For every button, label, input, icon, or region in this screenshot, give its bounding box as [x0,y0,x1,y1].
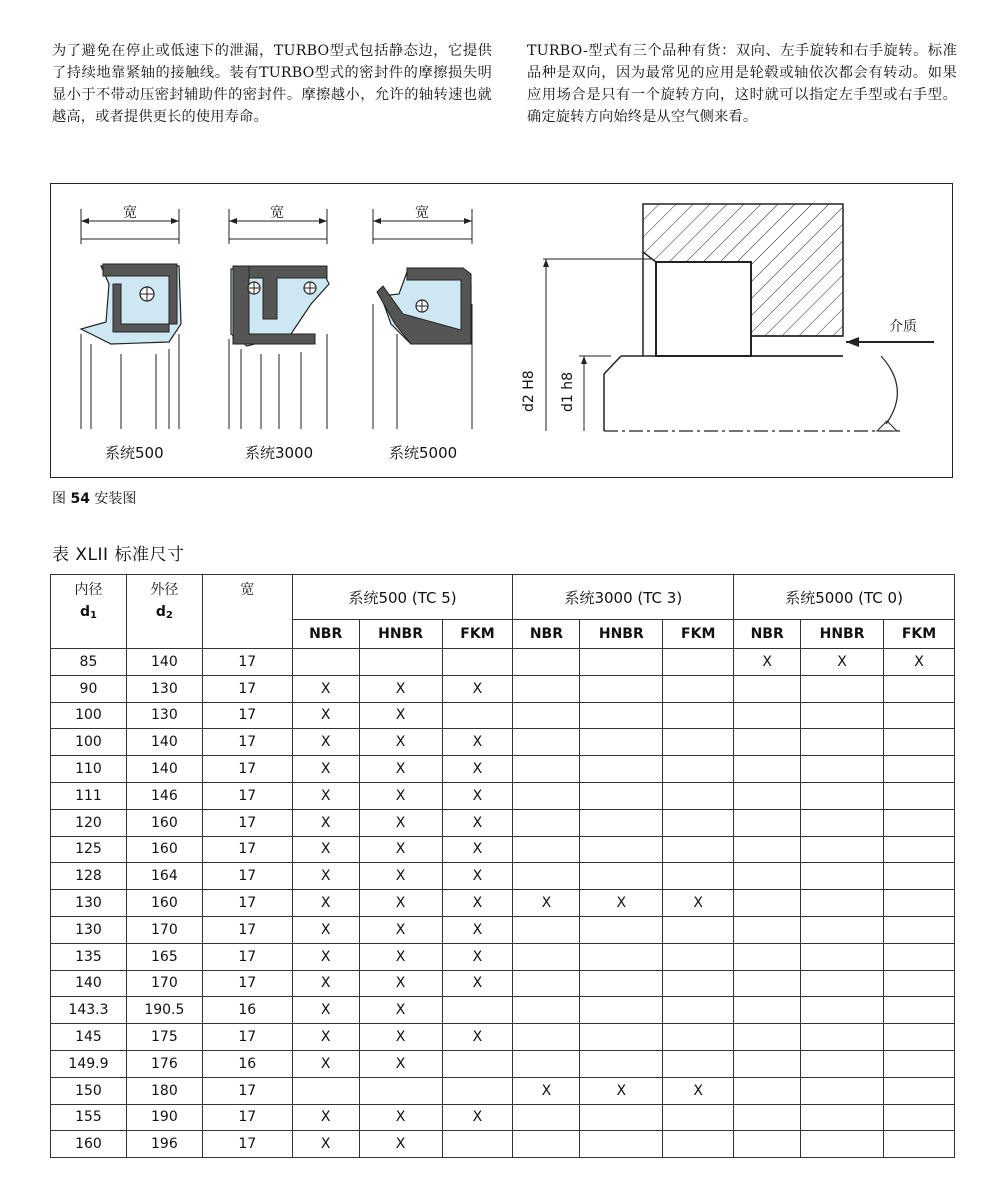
cell-availability [884,1131,955,1158]
cell-availability: X [359,1104,442,1131]
width-label-500: 宽 [123,205,137,221]
cell-availability [359,1077,442,1104]
cell-availability [513,675,580,702]
cell-availability: X [359,782,442,809]
system-3000-label: 系统3000 [245,444,314,462]
cell-availability [884,943,955,970]
table-body [51,649,955,1158]
table-row [51,1131,955,1158]
cell-availability [734,729,801,756]
cell-availability [580,997,663,1024]
cell-outer-diameter: 160 [126,836,202,863]
cell-inner-diameter: 90 [51,675,127,702]
header-inner-diameter [51,575,127,649]
cell-availability [884,970,955,997]
cell-availability: X [663,1077,734,1104]
cell-availability [663,1050,734,1077]
cell-availability [513,1104,580,1131]
cell-availability [580,1050,663,1077]
cell-availability: X [359,756,442,783]
cell-inner-diameter: 128 [51,863,127,890]
header-outer-sub: 2 [165,610,173,621]
cell-availability [663,863,734,890]
cell-outer-diameter: 190 [126,1104,202,1131]
cell-availability [884,782,955,809]
cell-availability: X [292,863,359,890]
cell-outer-diameter: 140 [126,649,202,676]
header-material-fkm: FKM [884,620,955,649]
header-material-fkm: FKM [442,620,513,649]
cell-inner-diameter: 110 [51,756,127,783]
cell-outer-diameter: 140 [126,729,202,756]
cell-availability: X [442,782,513,809]
cell-availability [580,836,663,863]
cell-availability [580,809,663,836]
cell-outer-diameter: 160 [126,809,202,836]
cell-availability [663,782,734,809]
cell-availability [513,863,580,890]
cell-outer-diameter: 164 [126,863,202,890]
cell-availability: X [292,756,359,783]
cell-width: 17 [202,782,292,809]
cell-availability: X [292,729,359,756]
table-row [51,1104,955,1131]
header-material-hnbr: HNBR [580,620,663,649]
cell-availability: X [580,1077,663,1104]
cell-availability: X [663,890,734,917]
cell-availability [442,649,513,676]
cell-availability [734,997,801,1024]
cell-availability: X [801,649,884,676]
cell-availability: X [359,890,442,917]
cell-availability [513,970,580,997]
cell-availability: X [359,1024,442,1051]
cell-availability: X [292,782,359,809]
table-row [51,756,955,783]
cell-availability: X [442,729,513,756]
cell-availability [663,997,734,1024]
cell-availability [884,1050,955,1077]
cell-availability [513,809,580,836]
cell-width: 17 [202,1104,292,1131]
cell-availability [663,1131,734,1158]
cell-availability: X [359,702,442,729]
table-row [51,1077,955,1104]
cell-availability [801,809,884,836]
cell-availability [801,702,884,729]
cell-availability [734,1050,801,1077]
cell-outer-diameter: 165 [126,943,202,970]
cell-availability [663,756,734,783]
cell-availability [801,1024,884,1051]
cell-inner-diameter: 150 [51,1077,127,1104]
cell-availability [884,702,955,729]
cell-inner-diameter: 149.9 [51,1050,127,1077]
cell-availability [734,809,801,836]
cell-availability: X [292,943,359,970]
cell-availability [663,970,734,997]
cell-availability: X [442,863,513,890]
cell-availability [734,836,801,863]
cell-availability [580,970,663,997]
cell-availability: X [442,675,513,702]
table-row [51,1050,955,1077]
cell-availability [801,836,884,863]
cell-inner-diameter: 125 [51,836,127,863]
cell-inner-diameter: 85 [51,649,127,676]
figure-caption [52,488,136,508]
cell-availability [801,756,884,783]
cell-availability [734,1104,801,1131]
cell-availability [359,649,442,676]
installation-drawing [51,184,954,479]
table-row [51,863,955,890]
cell-availability [801,970,884,997]
intro-left-paragraph: 为了避免在停止或低速下的泄漏，TURBO型式包括静态边，它提供了持续地靠紧轴的接触线。装有TURBO型式的密封件的摩擦损失明显小于不带动压密封辅助件的密封件。摩擦越小，允许的轴转速也就越高，或者提供更长的使用寿命。 [52,43,492,125]
cell-availability [884,809,955,836]
cell-availability: X [292,890,359,917]
cell-outer-diameter: 196 [126,1131,202,1158]
housing-section-drawing [543,204,934,431]
cell-availability: X [292,1024,359,1051]
cell-width: 17 [202,809,292,836]
cell-availability: X [292,809,359,836]
cell-availability [663,1104,734,1131]
table-row [51,649,955,676]
cell-availability: X [442,916,513,943]
cell-width: 17 [202,1024,292,1051]
cell-outer-diameter: 140 [126,756,202,783]
cell-availability [513,916,580,943]
cell-availability [580,916,663,943]
cell-availability [663,702,734,729]
cell-availability [513,649,580,676]
figure-caption-number: 54 [70,491,90,507]
cell-availability [884,836,955,863]
standard-sizes-table [50,574,955,1158]
cell-availability: X [359,1131,442,1158]
cell-availability: X [292,970,359,997]
cell-availability [734,943,801,970]
cell-availability [801,1131,884,1158]
cell-outer-diameter: 170 [126,970,202,997]
cell-availability [801,729,884,756]
cell-outer-diameter: 180 [126,1077,202,1104]
cell-availability: X [359,729,442,756]
cell-availability: X [292,836,359,863]
cell-outer-diameter: 146 [126,782,202,809]
cell-availability [734,756,801,783]
table-row [51,970,955,997]
figure-caption-text: 安装图 [94,491,137,507]
cell-availability [513,782,580,809]
seal-system-500-drawing [81,209,181,429]
cell-width: 17 [202,916,292,943]
header-outer-symbol [156,604,173,620]
cell-availability: X [359,675,442,702]
cell-availability [884,890,955,917]
cell-availability [734,675,801,702]
cell-inner-diameter: 145 [51,1024,127,1051]
cell-availability [663,675,734,702]
table-row [51,997,955,1024]
cell-availability [513,1024,580,1051]
cell-outer-diameter: 176 [126,1050,202,1077]
header-inner-symbol [80,604,97,620]
header-group-system-3000: 系统3000 (TC 3) [513,575,734,620]
cell-availability [663,1024,734,1051]
cell-availability [580,675,663,702]
cell-availability: X [359,997,442,1024]
cell-availability [580,1104,663,1131]
table-row [51,675,955,702]
cell-availability [801,675,884,702]
cell-outer-diameter: 130 [126,702,202,729]
cell-availability [580,729,663,756]
header-inner-sym: d [79,604,90,620]
cell-inner-diameter: 140 [51,970,127,997]
cell-width: 17 [202,943,292,970]
cell-availability [734,1077,801,1104]
cell-availability [663,809,734,836]
cell-availability: X [442,943,513,970]
cell-availability [513,729,580,756]
cell-availability [513,1050,580,1077]
cell-availability: X [359,809,442,836]
cell-width: 17 [202,1077,292,1104]
cell-availability [442,1131,513,1158]
cell-width: 17 [202,970,292,997]
cell-width: 16 [202,1050,292,1077]
header-outer-sym: d [155,604,166,620]
cell-availability [442,997,513,1024]
width-label-3000: 宽 [270,205,284,221]
intro-right-paragraph: TURBO-型式有三个品种有货：双向、左手旋转和右手旋转。标准品种是双向，因为最常见的应用是轮毂或轴依次都会有转动。如果应用场合是只有一个旋转方向，这时就可以指定左手型或右手型。确定旋转方向始终是从空气侧来看。 [527,43,957,125]
table-title: 表 XLII 标准尺寸 [52,545,185,565]
cell-width: 17 [202,836,292,863]
cell-width: 17 [202,675,292,702]
header-material-hnbr: HNBR [801,620,884,649]
header-width: 宽 [202,575,292,649]
cell-availability: X [359,943,442,970]
cell-availability [734,863,801,890]
cell-availability [580,1024,663,1051]
cell-availability: X [513,890,580,917]
seal-system-5000-drawing [373,209,472,429]
width-label-5000: 宽 [415,205,429,221]
table-row [51,809,955,836]
header-outer-diameter [126,575,202,649]
cell-availability: X [292,916,359,943]
cell-availability [884,1104,955,1131]
cell-availability [442,1050,513,1077]
cell-availability [734,1131,801,1158]
d1-dimension-label: d1 h8 [560,371,576,412]
header-material-fkm: FKM [663,620,734,649]
header-material-nbr: NBR [513,620,580,649]
cell-availability: X [359,1050,442,1077]
cell-availability [801,890,884,917]
header-material-hnbr: HNBR [359,620,442,649]
cell-availability [734,782,801,809]
cell-outer-diameter: 130 [126,675,202,702]
cell-availability: X [359,863,442,890]
cell-inner-diameter: 120 [51,809,127,836]
cell-availability [734,1024,801,1051]
table-row [51,1024,955,1051]
cell-availability [580,702,663,729]
cell-availability: X [884,649,955,676]
cell-availability [801,997,884,1024]
cell-width: 16 [202,997,292,1024]
cell-availability [580,943,663,970]
header-inner-label: 内径 [74,582,103,598]
cell-width: 17 [202,702,292,729]
cell-availability [580,782,663,809]
cell-availability [292,1077,359,1104]
cell-availability: X [442,809,513,836]
cell-availability: X [292,702,359,729]
cell-availability [580,756,663,783]
cell-availability: X [359,916,442,943]
cell-availability: X [442,1024,513,1051]
cell-inner-diameter: 130 [51,916,127,943]
cell-inner-diameter: 111 [51,782,127,809]
cell-availability [801,782,884,809]
cell-availability [663,649,734,676]
cell-width: 17 [202,756,292,783]
cell-inner-diameter: 100 [51,729,127,756]
cell-inner-diameter: 155 [51,1104,127,1131]
cell-availability [513,702,580,729]
cell-availability: X [442,756,513,783]
cell-availability: X [442,836,513,863]
d2-dimension-label: d2 H8 [521,370,537,412]
cell-width: 17 [202,729,292,756]
cell-availability [663,916,734,943]
header-inner-sub: 1 [89,610,97,621]
cell-availability [663,729,734,756]
cell-availability [884,1077,955,1104]
cell-inner-diameter: 135 [51,943,127,970]
header-outer-label: 外径 [150,582,179,598]
cell-availability [580,1131,663,1158]
cell-availability [513,756,580,783]
cell-availability: X [292,1104,359,1131]
cell-availability [734,702,801,729]
cell-availability: X [513,1077,580,1104]
cell-availability [513,1131,580,1158]
cell-availability [442,1077,513,1104]
cell-availability [801,916,884,943]
cell-outer-diameter: 190.5 [126,997,202,1024]
cell-availability [884,1024,955,1051]
cell-availability: X [359,970,442,997]
cell-availability: X [292,1050,359,1077]
cell-availability [884,756,955,783]
cell-availability [734,916,801,943]
cell-availability [801,1050,884,1077]
cell-availability [734,890,801,917]
cell-inner-diameter: 143.3 [51,997,127,1024]
cell-availability [580,649,663,676]
cell-availability [580,863,663,890]
cell-availability [663,943,734,970]
installation-figure [50,183,953,478]
cell-availability [292,649,359,676]
cell-inner-diameter: 100 [51,702,127,729]
cell-availability [884,675,955,702]
table-row [51,836,955,863]
system-500-label: 系统500 [105,444,164,462]
cell-availability: X [359,836,442,863]
cell-availability [734,970,801,997]
cell-outer-diameter: 160 [126,890,202,917]
cell-availability [513,836,580,863]
cell-outer-diameter: 175 [126,1024,202,1051]
cell-inner-diameter: 130 [51,890,127,917]
table-row [51,702,955,729]
cell-availability [663,836,734,863]
cell-availability: X [442,890,513,917]
cell-availability [513,943,580,970]
header-material-nbr: NBR [292,620,359,649]
cell-availability: X [580,890,663,917]
cell-availability: X [442,1104,513,1131]
system-5000-label: 系统5000 [389,444,458,462]
cell-width: 17 [202,1131,292,1158]
cell-availability: X [292,675,359,702]
cell-availability: X [734,649,801,676]
cell-availability [801,863,884,890]
header-group-system-500: 系统500 (TC 5) [292,575,513,620]
cell-availability [801,1104,884,1131]
cell-availability [801,1077,884,1104]
cell-width: 17 [202,890,292,917]
header-group-system-5000: 系统5000 (TC 0) [734,575,955,620]
seal-system-3000-drawing [229,209,329,429]
cell-availability [884,916,955,943]
cell-width: 17 [202,863,292,890]
cell-availability: X [292,997,359,1024]
cell-width: 17 [202,649,292,676]
medium-label: 介质 [889,319,917,335]
table-row [51,890,955,917]
table-row [51,729,955,756]
cell-availability: X [292,1131,359,1158]
figure-caption-prefix: 图 [52,491,66,507]
cell-availability [884,729,955,756]
table-row [51,916,955,943]
cell-inner-diameter: 160 [51,1131,127,1158]
cell-availability [442,702,513,729]
cell-availability [801,943,884,970]
header-material-nbr: NBR [734,620,801,649]
cell-outer-diameter: 170 [126,916,202,943]
cell-availability: X [442,970,513,997]
cell-availability [884,863,955,890]
table-row [51,782,955,809]
cell-availability [884,997,955,1024]
cell-availability [513,997,580,1024]
table-row [51,943,955,970]
